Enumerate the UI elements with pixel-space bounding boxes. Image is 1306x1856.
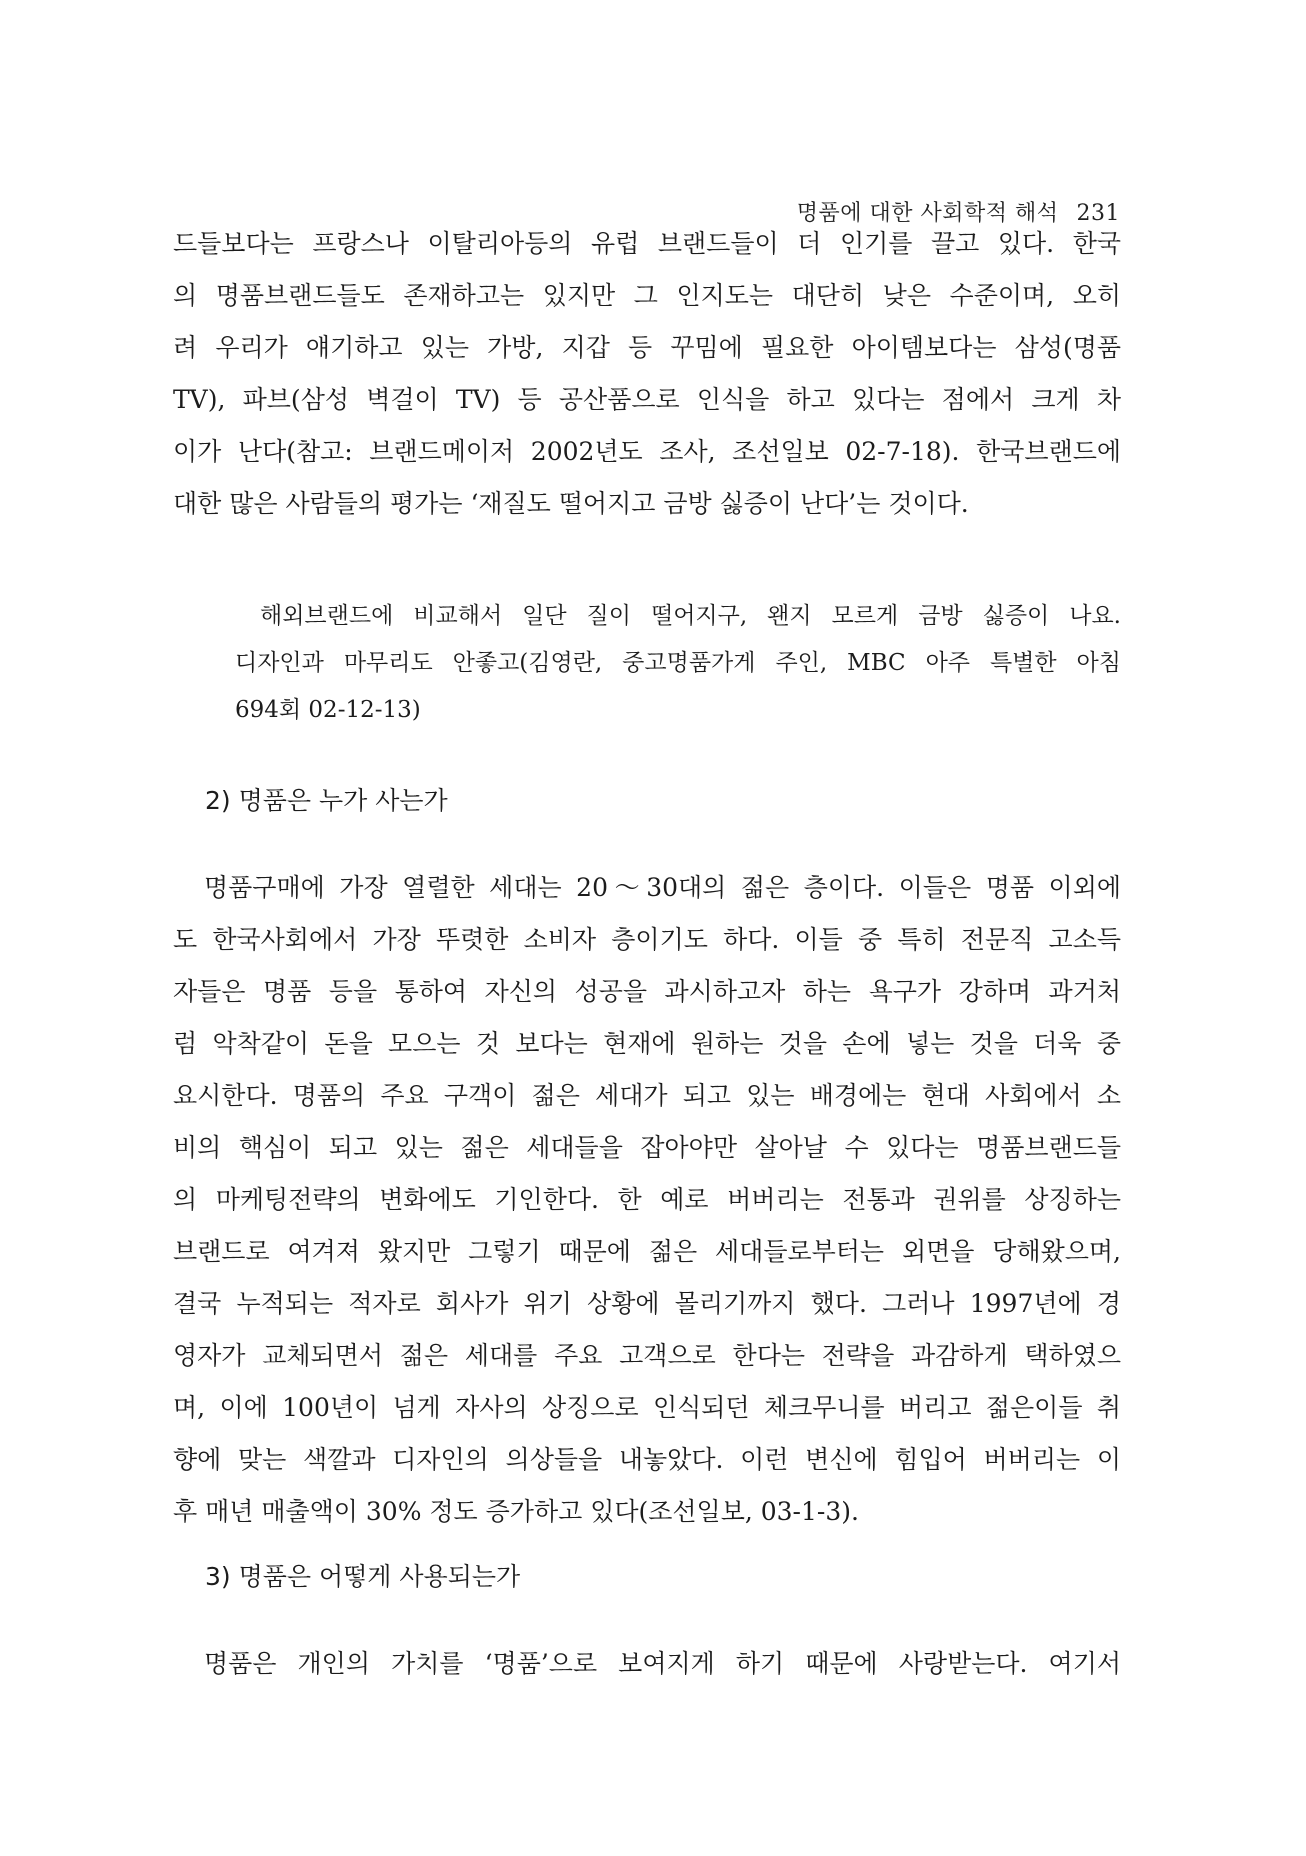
paragraph-line: 의 명품브랜드들도 존재하고는 있지만 그 인지도는 대단히 낮은 수준이며, 오히 <box>173 281 1121 310</box>
paragraph-line: 며, 이에 100년이 넘게 자사의 상징으로 인식되던 체크무니를 버리고 젊은이들 취 <box>173 1393 1121 1422</box>
paragraph-line: 도 한국사회에서 가장 뚜렷한 소비자 층이기도 하다. 이들 중 특히 전문직 고소득 <box>173 925 1121 954</box>
paragraph-1 <box>173 218 1121 530</box>
paragraph-line: 향에 맞는 색깔과 디자인의 의상들을 내놓았다. 이런 변신에 힘입어 버버리는 이 <box>173 1445 1121 1474</box>
paragraph-line: 비의 핵심이 되고 있는 젊은 세대들을 잡아야만 살아날 수 있다는 명품브랜드들 <box>173 1133 1121 1162</box>
paragraph-line: 려 우리가 얘기하고 있는 가방, 지갑 등 꾸밈에 필요한 아이템보다는 삼성(명품 <box>173 333 1121 362</box>
paragraph-line: 영자가 교체되면서 젊은 세대를 주요 고객으로 한다는 전략을 과감하게 택하였으 <box>173 1341 1121 1370</box>
paragraph-line: 의 마케팅전략의 변화에도 기인한다. 한 예로 버버리는 전통과 권위를 상징하는 <box>173 1185 1121 1214</box>
quote-line: 해외브랜드에 비교해서 일단 질이 떨어지구, 왠지 모르게 금방 싫증이 나요. <box>260 603 1121 629</box>
paragraph-line: 후 매년 매출액이 30% 정도 증가하고 있다(조선일보, 03-1-3). <box>173 1497 859 1526</box>
section-heading-3: 3) 명품은 어떻게 사용되는가 <box>205 1562 521 1591</box>
paragraph-2 <box>173 862 1121 1538</box>
paragraph-line: 자들은 명품 등을 통하여 자신의 성공을 과시하고자 하는 욕구가 강하며 과거처 <box>173 977 1121 1006</box>
paragraph-3 <box>173 1638 1121 1690</box>
paragraph-line: 명품은 개인의 가치를 ‘명품’으로 보여지게 하기 때문에 사랑받는다. 여기서 <box>204 1649 1121 1678</box>
block-quote <box>235 593 1121 734</box>
paragraph-line: 럼 악착같이 돈을 모으는 것 보다는 현재에 원하는 것을 손에 넣는 것을 더욱 중 <box>173 1029 1121 1058</box>
running-header-title: 명품에 대한 사회학적 해석 <box>796 201 1059 226</box>
paragraph-line: 드들보다는 프랑스나 이탈리아등의 유럽 브랜드들이 더 인기를 끌고 있다. 한국 <box>173 229 1121 258</box>
paragraph-line: 요시한다. 명품의 주요 구객이 젊은 세대가 되고 있는 배경에는 현대 사회에서 소 <box>173 1081 1121 1110</box>
quote-line: 694회 02-12-13) <box>235 697 421 723</box>
paragraph-line: 대한 많은 사람들의 평가는 ‘재질도 떨어지고 금방 싫증이 난다’는 것이다. <box>173 489 969 518</box>
paragraph-line: 브랜드로 여겨져 왔지만 그렇기 때문에 젊은 세대들로부터는 외면을 당해왔으며, <box>173 1237 1121 1266</box>
quote-line: 디자인과 마무리도 안좋고(김영란, 중고명품가게 주인, MBC 아주 특별한 아침 <box>235 650 1121 676</box>
paragraph-line: 이가 난다(참고: 브랜드메이저 2002년도 조사, 조선일보 02-7-18). 한국브랜드에 <box>173 437 1121 466</box>
section-heading-2: 2) 명품은 누가 사는가 <box>205 786 448 815</box>
paragraph-line: TV), 파브(삼성 벽걸이 TV) 등 공산품으로 인식을 하고 있다는 점에서 크게 차 <box>173 385 1121 414</box>
paragraph-line: 명품구매에 가장 열렬한 세대는 20～30대의 젊은 층이다. 이들은 명품 이외에 <box>204 873 1121 902</box>
paragraph-line: 결국 누적되는 적자로 회사가 위기 상황에 몰리기까지 했다. 그러나 1997년에 경 <box>173 1289 1121 1318</box>
page-number: 231 <box>1076 201 1120 226</box>
